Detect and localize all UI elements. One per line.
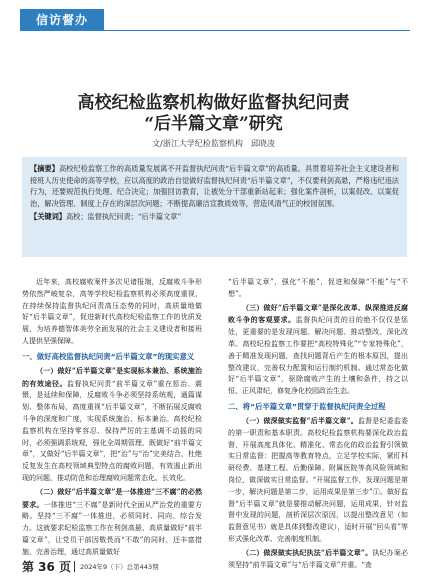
keywords-text: 高校；监督执纪问责；“后半篇文章” bbox=[65, 212, 182, 222]
abstract-box bbox=[22, 157, 407, 257]
footer-divider bbox=[74, 561, 75, 572]
page-number: 第 36 页 bbox=[22, 560, 72, 574]
section-tag: 信访督办 bbox=[20, 9, 104, 31]
subheading-1-1: （一）做好“后半篇文章”是实现标本兼治、系统施治的有效途径。 bbox=[22, 365, 202, 388]
paragraph-1-3-body: 监督执纪问责的目的绝不仅仅是惩处，更重要的是发现问题、解决问题、推动整改、深化改革。高校纪检监察工作要把“高校特殊化”“专家特殊化”，善于精准发现问题，查找问题背后产生的根本原因，提出整改建议，完善权力配置和运行制约机制。通过常态化做好“后半篇文章”，驱除腐败产生的土壤和条件，持之以恒、正风肃纪，修复净化校园政治生态。 bbox=[228, 316, 409, 396]
abstract-paragraph bbox=[30, 163, 399, 209]
left-column bbox=[22, 277, 202, 560]
paragraph-1-2 bbox=[22, 486, 202, 559]
paragraph-2-2-body: 执纪办案必须坚持“前半篇文章”与“后半篇文章”并重。“查 bbox=[228, 548, 408, 569]
subheading-1-2: （二）做好“后半篇文章”是一体推进“三不腐”的必然要求。 bbox=[22, 486, 202, 509]
byline: 文/浙江大学纪检监察机构 邱晓凌 bbox=[152, 139, 275, 148]
keywords-label: 【关键词】 bbox=[30, 212, 66, 222]
paragraph-1-2-body: 一体推进“三不腐”是新时代全面从严治党的重要方略。坚持“三不腐”一体推进，必须同时、同向、综合发力。这就要求纪检监察工作在利剑高悬、高质量做好“前半篇文章”，让党员干部因敬畏而“不敢”的同时，还丰富措施、完善治理，通过高质量做好 bbox=[22, 500, 202, 556]
section-divider bbox=[104, 30, 410, 31]
heading-section-1: 一、做好高校监督执纪问责“后半篇文章”的现实意义 bbox=[22, 351, 195, 361]
paragraph-1-3 bbox=[228, 302, 408, 398]
paragraph-2-1-body: 监督是纪委监委的第一职责和基本职责。高校纪检监察机构要深化政治监督，开展高度具体化、精准化、常态化的政治监督引领做实日常监督：把握高等教育特点，立足学校实际，紧盯科研经费、基建工程、后勤保障、附属医院等高风险领域和岗位，做深做实日常监督。“开展监督工作，发现问题是第一步，解决问题是第二步，运用成果是第三步”①。做好监督“后半篇文章”就是要推动解决问题，运用成果，针对监督中发现的问题，剖析深层次原因，以提出整改意见（如监督意见书）就是具体到整改建议），适时开展“回头看”等形式强化改革、完善制度机制。 bbox=[228, 416, 408, 543]
heading-section-2: 二、将“后半篇文章”贯穿于监督执纪问责全过程 bbox=[228, 401, 386, 411]
intro-paragraph: 近年来，高校腐败案件多次见诸报端，反腐败斗争形势依然严峻复杂，高等学校纪检监察机构必须高度重视，在持续保持监督执纪问责高压态势的同时，高质量地做好“后半篇文章”，促进新时代高校纪检监察工作的优质发展，为培养德智体美劳全面发展的社会主义建设者和接班人提供坚强保障。 bbox=[22, 278, 202, 345]
article-title-line1: 高校纪检监察机构做好监督执纪问责 bbox=[77, 93, 350, 113]
paragraph-1-1-body: 监督执纪问责“前半篇文章”重在惩治、震慑，是延续和保障，反腐败斗争必须坚持系统观，通篇谋划、整体布局，高度重视“后半篇文章”，不断拓展反腐败斗争的深度和广度，实现系统施治、标本兼治。高校纪检监察机构在坚持零容忍、保持严厉的主基调不动摇的同时，必须强调系统观，强化全周期管理，既做好“前半篇文章”，又做好“后半篇文章”，把“治”与“治”完美结合，杜绝反复发生在高校领域典型特点的腐败问题，有效遏止新出现的问题，推动防范和治理腐败问题常态化、长效化。 bbox=[22, 379, 202, 482]
paragraph-2-1 bbox=[228, 415, 408, 546]
article-title-line2: “后半篇文章”研究 bbox=[144, 114, 283, 134]
right-column bbox=[228, 277, 408, 572]
paragraph-1-1 bbox=[22, 365, 202, 485]
abstract-label: 【摘要】 bbox=[30, 164, 59, 173]
subheading-1-3: （三）做好“后半篇文章”是深化改革、纵深推进反腐败斗争的客观要求。 bbox=[228, 302, 408, 325]
paragraph-2-2 bbox=[228, 547, 408, 572]
keywords-paragraph bbox=[30, 211, 399, 223]
abstract-text: 高校纪检监察工作的高质量发展离不开监督执纪问责“后半篇文章”的高质量。具贯着培养社会主义建设者和接班人历史使命的高等学校，应以高度的政治自觉做好监督执纪问责“后半篇文章”，不仅要利剑高悬，严格违纪违法行为，还要规范执行处理、纪合决定；加强回访教育，让被处分干部重新站起来；强化案件剖析，以案促改、以案促治，解决管理、制度上存在的深层次问题；不断提高廉洁宣教质效等，营造风清气正的校园氛围。 bbox=[30, 164, 399, 208]
continued-paragraph: “后半篇文章”，强化“不能”，促进和保障“不能”与“不想”。 bbox=[228, 278, 408, 298]
issue-info: 2024年9（下）总第443期 bbox=[80, 563, 159, 571]
subheading-2-2: （二）做深做实执纪执法“后半篇文章”。 bbox=[242, 547, 373, 557]
subheading-2-1: （一）做深做实监督“后半篇文章”。 bbox=[242, 415, 358, 425]
